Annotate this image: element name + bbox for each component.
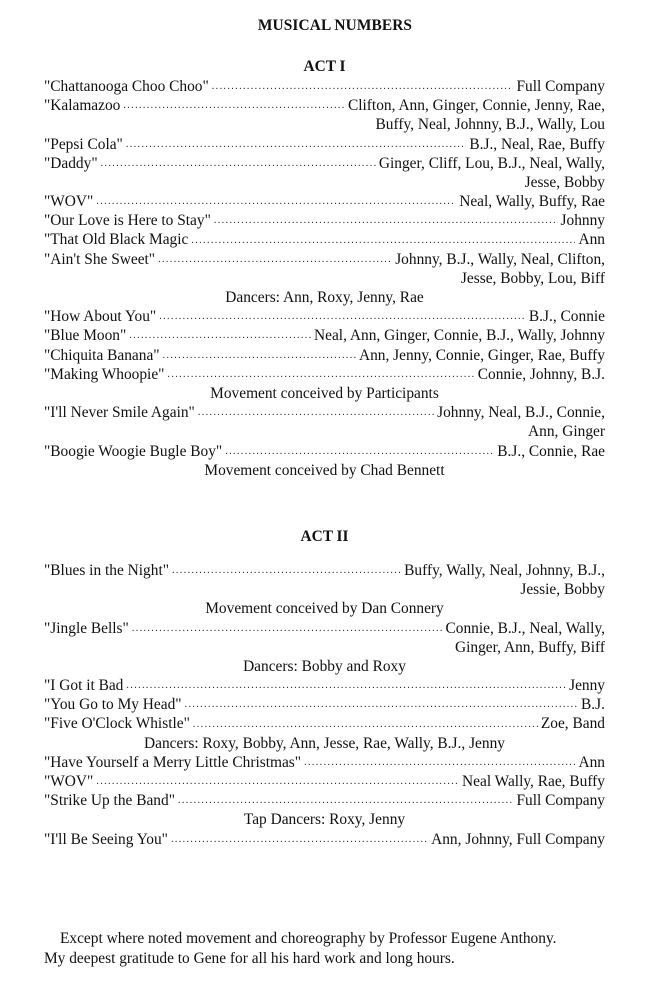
song-row: [44, 442, 605, 461]
dot-leader: [172, 561, 401, 580]
song-row: [44, 135, 605, 154]
song-row: [44, 307, 605, 326]
song-cast: Neal, Wally, Buffy, Rae: [459, 193, 605, 211]
dot-leader: [191, 231, 575, 250]
song-title: "Jingle Bells": [44, 619, 129, 637]
credits-footer: [44, 929, 605, 969]
act-one-list: [44, 77, 605, 480]
song-title: "Chiquita Banana": [44, 346, 160, 364]
song-cast: Ann, Johnny, Full Company: [431, 830, 605, 848]
song-row: [44, 403, 605, 422]
song-title: "Have Yourself a Merry Little Christmas": [44, 753, 302, 771]
song-row: [44, 791, 605, 810]
dot-leader: [96, 192, 456, 211]
song-cast: Buffy, Wally, Neal, Johnny, B.J.,: [404, 561, 605, 579]
song-title: "I'll Be Seeing You": [44, 830, 168, 848]
section-note: Movement conceived by Chad Bennett: [204, 461, 445, 479]
dot-leader: [129, 326, 311, 345]
dot-leader: [185, 695, 578, 714]
song-cast: B.J., Connie: [528, 308, 605, 326]
dot-leader: [159, 307, 526, 326]
song-row: [44, 192, 605, 211]
dot-leader: [126, 676, 566, 695]
act-two-section: [44, 527, 605, 849]
song-title: "WOV": [44, 773, 94, 791]
dot-leader: [132, 619, 443, 638]
song-cast: Johnny, Neal, B.J., Connie,: [437, 404, 605, 422]
section-note: Dancers: Roxy, Bobby, Ann, Jesse, Rae, Wally, B.J., Jenny: [144, 734, 505, 752]
song-title: "Five O'Clock Whistle": [44, 715, 190, 733]
act-one-heading: ACT I: [303, 58, 346, 75]
song-title: "Our Love is Here to Stay": [44, 212, 211, 230]
dot-leader: [96, 772, 459, 791]
dot-leader: [163, 346, 356, 365]
song-cast: Zoe, Band: [540, 715, 605, 733]
dot-leader: [193, 715, 538, 734]
song-cast: Johnny: [560, 212, 605, 230]
song-row: [44, 346, 605, 365]
act-two-heading: ACT II: [300, 528, 349, 545]
cast-continuation: Ann, Ginger: [528, 423, 605, 441]
song-title: "Chattanooga Choo Choo": [44, 77, 209, 95]
song-cast: Neal, Ann, Ginger, Connie, B.J., Wally, Johnny: [314, 327, 605, 345]
song-cast: Full Company: [516, 77, 605, 95]
cast-continuation: Jesse, Bobby: [524, 173, 605, 191]
dot-leader: [214, 211, 558, 230]
song-row: [44, 619, 605, 638]
song-cast: Neal Wally, Rae, Buffy: [462, 773, 605, 791]
song-cast: B.J.: [581, 696, 605, 714]
dot-leader: [167, 365, 474, 384]
song-title: "I Got it Bad: [44, 677, 124, 695]
song-row: [44, 211, 605, 230]
page-title: MUSICAL NUMBERS: [257, 17, 413, 34]
song-cast: Johnny, B.J., Wally, Neal, Clifton,: [395, 250, 605, 268]
dot-leader: [158, 250, 392, 269]
song-row: [44, 154, 605, 173]
song-cast: Jenny: [569, 677, 605, 695]
section-note: Dancers: Ann, Roxy, Jenny, Rae: [225, 289, 424, 307]
song-row: [44, 715, 605, 734]
dot-leader: [123, 96, 345, 115]
song-cast: Connie, Johnny, B.J.: [477, 365, 605, 383]
song-title: "You Go to My Head": [44, 696, 182, 714]
song-title: "Ain't She Sweet": [44, 250, 156, 268]
song-title: "Boogie Woogie Bugle Boy": [44, 442, 223, 460]
song-cast: Ann: [578, 231, 605, 249]
footer-line-gratitude: My deepest gratitude to Gene for all his hard work and long hours.: [44, 950, 455, 967]
song-row: [44, 77, 605, 96]
song-cast: B.J., Connie, Rae: [497, 442, 605, 460]
song-cast: Clifton, Ann, Ginger, Connie, Jenny, Rae,: [347, 97, 605, 115]
song-row: [44, 250, 605, 269]
song-row: [44, 326, 605, 345]
song-cast: B.J., Neal, Rae, Buffy: [469, 135, 605, 153]
song-title: "I'll Never Smile Again": [44, 404, 195, 422]
song-title: "WOV": [44, 193, 94, 211]
song-row: [44, 365, 605, 384]
song-row: [44, 695, 605, 714]
song-cast: Ann, Jenny, Connie, Ginger, Rae, Buffy: [358, 346, 605, 364]
dot-leader: [212, 77, 514, 96]
song-cast: Connie, B.J., Neal, Wally,: [445, 619, 605, 637]
section-note: Movement conceived by Dan Connery: [205, 600, 444, 618]
song-title: "Kalamazoo: [44, 97, 121, 115]
dot-leader: [171, 830, 428, 849]
footer-line-choreography: Except where noted movement and choreography by Professor Eugene Anthony.: [60, 930, 557, 947]
song-row: [44, 830, 605, 849]
cast-continuation: Buffy, Neal, Johnny, B.J., Wally, Lou: [375, 116, 605, 134]
dot-leader: [178, 791, 514, 810]
song-cast: Ginger, Cliff, Lou, B.J., Neal, Wally,: [378, 154, 605, 172]
cast-continuation: Ginger, Ann, Buffy, Biff: [454, 638, 605, 656]
act-one-section: [44, 57, 605, 480]
song-title: "Making Whoopie": [44, 365, 165, 383]
song-title: "Pepsi Cola": [44, 135, 123, 153]
dot-leader: [225, 442, 494, 461]
song-title: "Blues in the Night": [44, 561, 169, 579]
dot-leader: [126, 135, 467, 154]
song-title: "Blue Moon": [44, 327, 127, 345]
song-title: "Strike Up the Band": [44, 792, 175, 810]
song-row: [44, 772, 605, 791]
song-row: [44, 96, 605, 115]
song-title: "Daddy": [44, 154, 98, 172]
song-row: [44, 561, 605, 580]
song-row: [44, 231, 605, 250]
section-note: Dancers: Bobby and Roxy: [243, 657, 406, 675]
dot-leader: [198, 403, 434, 422]
song-title: "That Old Black Magic: [44, 231, 189, 249]
section-note: Movement conceived by Participants: [210, 385, 439, 402]
dot-leader: [101, 154, 376, 173]
section-note: Tap Dancers: Roxy, Jenny: [243, 811, 406, 829]
song-cast: Full Company: [516, 792, 605, 810]
song-row: [44, 753, 605, 772]
song-cast: Ann: [578, 753, 605, 771]
cast-continuation: Jessie, Bobby: [520, 581, 605, 599]
dot-leader: [304, 753, 575, 772]
song-row: [44, 676, 605, 695]
act-two-list: [44, 561, 605, 849]
cast-continuation: Jesse, Bobby, Lou, Biff: [460, 269, 605, 287]
song-title: "How About You": [44, 308, 157, 326]
